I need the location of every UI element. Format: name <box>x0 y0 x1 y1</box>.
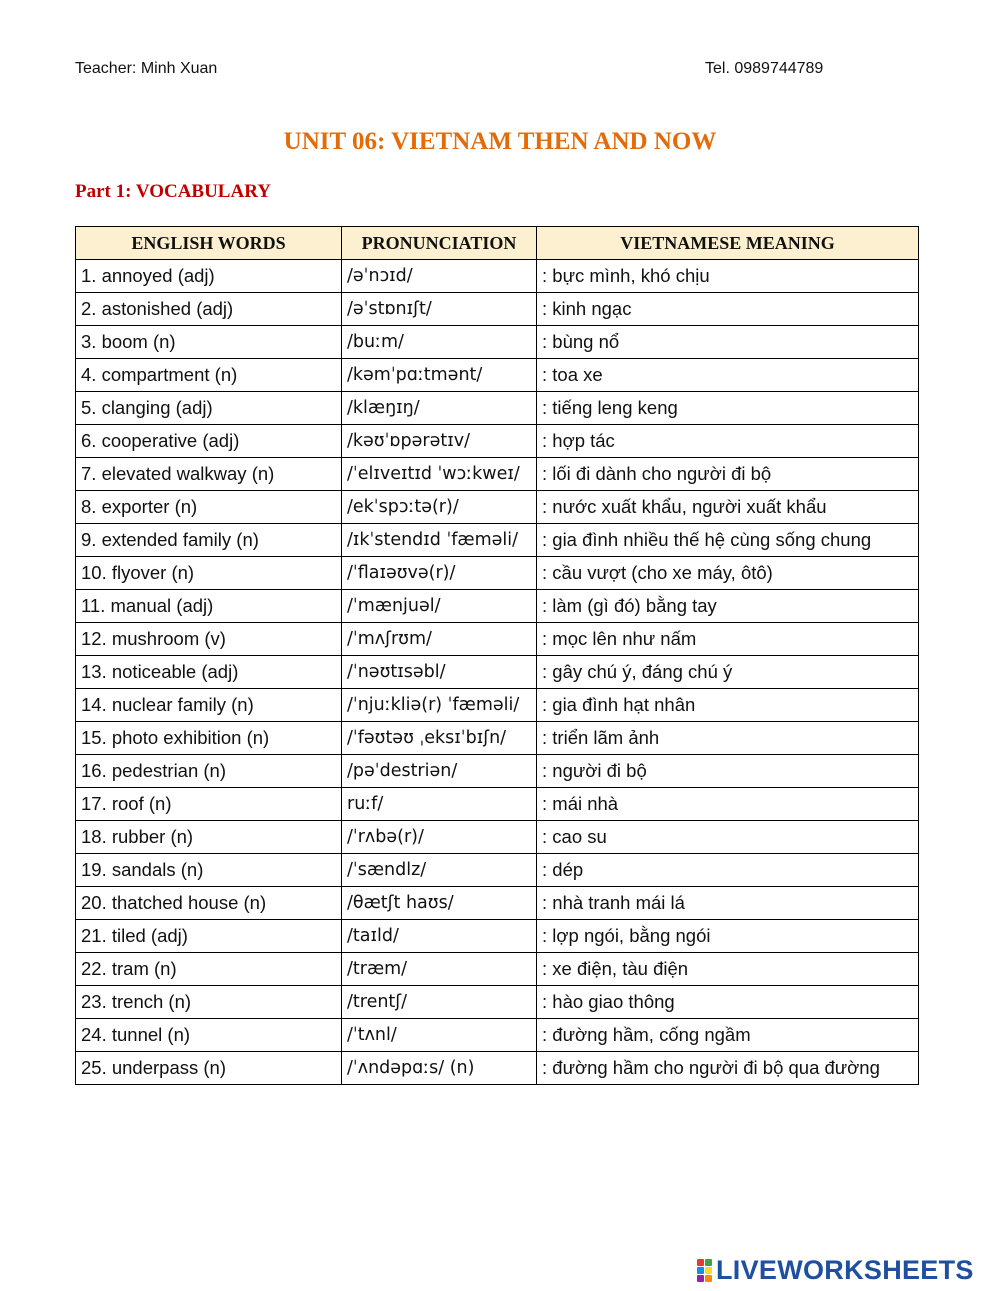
meaning-cell: : tiếng leng keng <box>537 392 919 425</box>
pronunciation-cell: /ˈmænjuəl/ <box>342 590 537 623</box>
english-word-cell: 17. roof (n) <box>76 788 342 821</box>
table-row <box>76 1052 919 1085</box>
english-word-cell: 24. tunnel (n) <box>76 1019 342 1052</box>
pronunciation-cell: /ˈʌndəpɑːs/ (n) <box>342 1052 537 1085</box>
english-word-cell: 9. extended family (n) <box>76 524 342 557</box>
pronunciation-cell: /ˈfəʊtəʊ ˌeksɪˈbɪʃn/ <box>342 722 537 755</box>
meaning-cell: : đường hầm, cống ngầm <box>537 1019 919 1052</box>
meaning-cell: : triển lãm ảnh <box>537 722 919 755</box>
meaning-cell: : dép <box>537 854 919 887</box>
table-row <box>76 392 919 425</box>
teacher-phone: Tel. 0989744789 <box>705 60 824 77</box>
table-row <box>76 788 919 821</box>
meaning-cell: : làm (gì đó) bằng tay <box>537 590 919 623</box>
meaning-cell: : bực mình, khó chịu <box>537 260 919 293</box>
table-row <box>76 821 919 854</box>
meaning-cell: : nước xuất khẩu, người xuất khẩu <box>537 491 919 524</box>
english-word-cell: 3. boom (n) <box>76 326 342 359</box>
meaning-cell: : cao su <box>537 821 919 854</box>
meaning-cell: : người đi bộ <box>537 755 919 788</box>
table-row <box>76 623 919 656</box>
pronunciation-cell: /pəˈdestriən/ <box>342 755 537 788</box>
table-row <box>76 458 919 491</box>
pronunciation-cell: /ˈtʌnl/ <box>342 1019 537 1052</box>
meaning-cell: : cầu vượt (cho xe máy, ôtô) <box>537 557 919 590</box>
pronunciation-cell: /əˈstɒnɪʃt/ <box>342 293 537 326</box>
meaning-cell: : hào giao thông <box>537 986 919 1019</box>
pronunciation-cell: /trentʃ/ <box>342 986 537 1019</box>
pronunciation-cell: /ˈnjuːkliə(r) ˈfæməli/ <box>342 689 537 722</box>
pronunciation-cell: /kəmˈpɑːtmənt/ <box>342 359 537 392</box>
table-row <box>76 557 919 590</box>
meaning-cell: : bùng nổ <box>537 326 919 359</box>
table-row <box>76 293 919 326</box>
english-word-cell: 20. thatched house (n) <box>76 887 342 920</box>
pronunciation-cell: /θætʃt haʊs/ <box>342 887 537 920</box>
table-row <box>76 326 919 359</box>
english-word-cell: 18. rubber (n) <box>76 821 342 854</box>
table-row <box>76 986 919 1019</box>
table-row <box>76 887 919 920</box>
english-word-cell: 22. tram (n) <box>76 953 342 986</box>
table-row <box>76 953 919 986</box>
table-row <box>76 920 919 953</box>
table-row <box>76 722 919 755</box>
pronunciation-cell: /kəʊˈɒpərətɪv/ <box>342 425 537 458</box>
teacher-name: Teacher: Minh Xuan <box>75 60 218 77</box>
meaning-cell: : gia đình hạt nhân <box>537 689 919 722</box>
table-row <box>76 656 919 689</box>
english-word-cell: 11. manual (adj) <box>76 590 342 623</box>
english-word-cell: 13. noticeable (adj) <box>76 656 342 689</box>
table-row <box>76 524 919 557</box>
table-row <box>76 590 919 623</box>
english-word-cell: 1. annoyed (adj) <box>76 260 342 293</box>
english-word-cell: 4. compartment (n) <box>76 359 342 392</box>
table-row <box>76 260 919 293</box>
column-header-meaning: VIETNAMESE MEANING <box>537 227 919 260</box>
column-header-pronunciation: PRONUNCIATION <box>342 227 537 260</box>
meaning-cell: : mọc lên như nấm <box>537 623 919 656</box>
pronunciation-cell: /ˈelɪveɪtɪd ˈwɔːkweɪ/ <box>342 458 537 491</box>
english-word-cell: 2. astonished (adj) <box>76 293 342 326</box>
pronunciation-cell: ruːf/ <box>342 788 537 821</box>
english-word-cell: 8. exporter (n) <box>76 491 342 524</box>
english-word-cell: 6. cooperative (adj) <box>76 425 342 458</box>
pronunciation-cell: /træm/ <box>342 953 537 986</box>
table-row <box>76 359 919 392</box>
meaning-cell: : kinh ngạc <box>537 293 919 326</box>
meaning-cell: : lối đi dành cho người đi bộ <box>537 458 919 491</box>
pronunciation-cell: /ɪkˈstendɪd ˈfæməli/ <box>342 524 537 557</box>
english-word-cell: 21. tiled (adj) <box>76 920 342 953</box>
pronunciation-cell: /əˈnɔɪd/ <box>342 260 537 293</box>
english-word-cell: 23. trench (n) <box>76 986 342 1019</box>
meaning-cell: : gây chú ý, đáng chú ý <box>537 656 919 689</box>
meaning-cell: : hợp tác <box>537 425 919 458</box>
table-row <box>76 755 919 788</box>
logo-blocks-icon <box>697 1259 712 1282</box>
table-row <box>76 1019 919 1052</box>
page-title: UNIT 06: VIETNAM THEN AND NOW <box>283 128 717 155</box>
english-word-cell: 14. nuclear family (n) <box>76 689 342 722</box>
logo-text: LIVEWORKSHEETS <box>716 1254 974 1285</box>
pronunciation-cell: /klæŋɪŋ/ <box>342 392 537 425</box>
pronunciation-cell: /ˈsændlz/ <box>342 854 537 887</box>
meaning-cell: : nhà tranh mái lá <box>537 887 919 920</box>
meaning-cell: : xe điện, tàu điện <box>537 953 919 986</box>
english-word-cell: 16. pedestrian (n) <box>76 755 342 788</box>
meaning-cell: : mái nhà <box>537 788 919 821</box>
english-word-cell: 19. sandals (n) <box>76 854 342 887</box>
pronunciation-cell: /ˈflaɪəʊvə(r)/ <box>342 557 537 590</box>
english-word-cell: 10. flyover (n) <box>76 557 342 590</box>
table-row <box>76 425 919 458</box>
english-word-cell: 7. elevated walkway (n) <box>76 458 342 491</box>
section-title: Part 1: VOCABULARY <box>75 181 271 202</box>
table-header-row <box>76 227 919 260</box>
english-word-cell: 5. clanging (adj) <box>76 392 342 425</box>
pronunciation-cell: /ˈrʌbə(r)/ <box>342 821 537 854</box>
pronunciation-cell: /taɪld/ <box>342 920 537 953</box>
pronunciation-cell: /buːm/ <box>342 326 537 359</box>
english-word-cell: 12. mushroom (v) <box>76 623 342 656</box>
meaning-cell: : đường hầm cho người đi bộ qua đường <box>537 1052 919 1085</box>
english-word-cell: 25. underpass (n) <box>76 1052 342 1085</box>
meaning-cell: : lợp ngói, bằng ngói <box>537 920 919 953</box>
column-header-english: ENGLISH WORDS <box>76 227 342 260</box>
vocabulary-table <box>75 226 919 1085</box>
pronunciation-cell: /ekˈspɔːtə(r)/ <box>342 491 537 524</box>
meaning-cell: : gia đình nhiều thế hệ cùng sống chung <box>537 524 919 557</box>
table-row <box>76 491 919 524</box>
table-row <box>76 854 919 887</box>
meaning-cell: : toa xe <box>537 359 919 392</box>
table-row <box>76 689 919 722</box>
pronunciation-cell: /ˈnəʊtɪsəbl/ <box>342 656 537 689</box>
english-word-cell: 15. photo exhibition (n) <box>76 722 342 755</box>
liveworksheets-logo <box>697 1254 974 1286</box>
pronunciation-cell: /ˈmʌʃrʊm/ <box>342 623 537 656</box>
